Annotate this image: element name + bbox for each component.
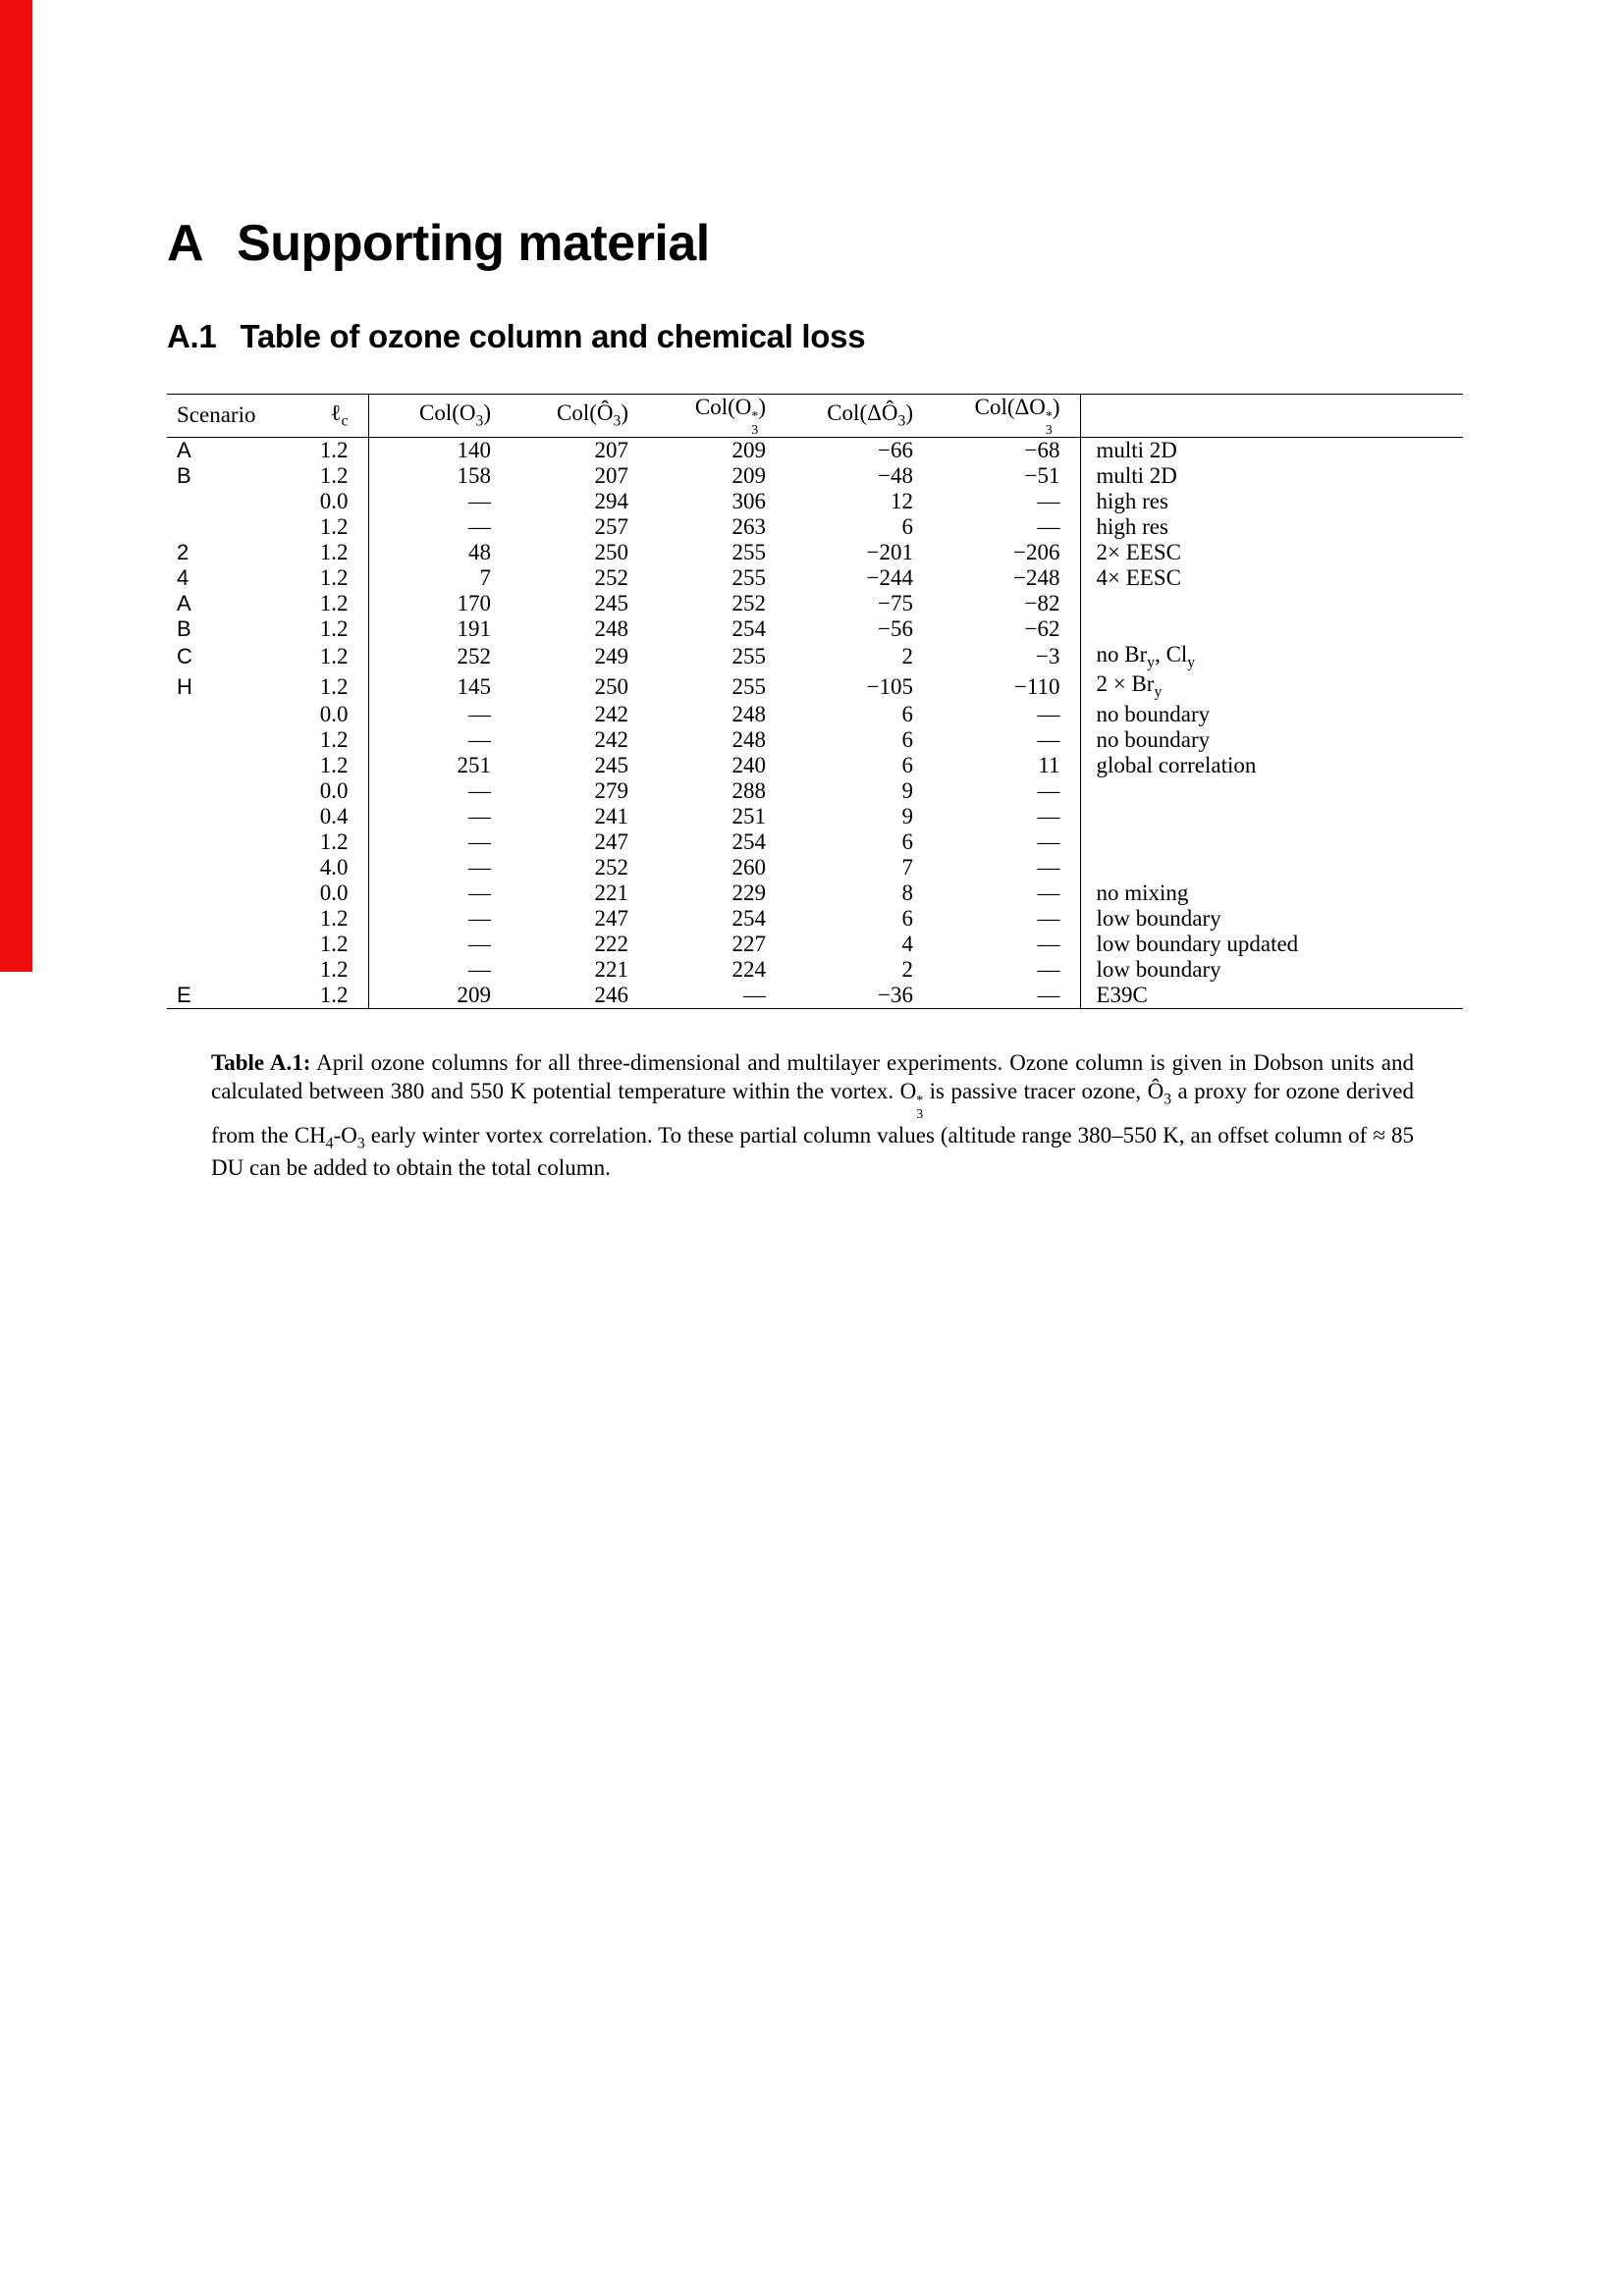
table-cell: high res — [1096, 488, 1168, 513]
table-row — [167, 642, 1463, 672]
table-cell: 227 — [731, 931, 766, 956]
table-cell: 252 — [594, 564, 628, 590]
table-row — [167, 727, 1463, 753]
table-cell: −62 — [933, 616, 1080, 642]
column-header: Scenario — [177, 402, 256, 428]
table-row — [167, 437, 1463, 463]
table-cell: — — [933, 932, 1080, 957]
table-cell: low boundary — [1096, 905, 1221, 931]
table-cell: 241 — [594, 803, 628, 828]
table-cell: A — [177, 590, 191, 615]
table-cell: 4 — [901, 931, 913, 956]
column-header: $Col(O_3)$ — [419, 400, 491, 430]
table-row — [167, 932, 1463, 957]
table-cell: C — [177, 644, 192, 669]
table-cell: 191 — [457, 615, 491, 641]
table-cell: — — [933, 702, 1080, 727]
table-cell — [1080, 855, 1463, 881]
column-header: Col(O * 3 ) — [694, 395, 766, 437]
table-cell: 1.2 — [295, 906, 368, 932]
table-cell: 0.0 — [295, 489, 368, 514]
table-row — [167, 702, 1463, 727]
table-cell — [167, 702, 295, 727]
table-cell: 12 — [891, 488, 913, 513]
column-header: $Col(\Delta Ô_3)$ — [827, 400, 913, 430]
table-cell: H — [177, 673, 192, 699]
table-cell: — — [468, 931, 491, 956]
table-cell: B — [177, 615, 191, 641]
table-cell: — — [933, 727, 1080, 753]
table-cell: 1.2 — [295, 727, 368, 753]
table-cell: 4× EESC — [1096, 564, 1181, 590]
table-cell: 1.2 — [295, 463, 368, 489]
table-cell: 145 — [457, 673, 491, 699]
table-row — [167, 753, 1463, 778]
table-cell: high res — [1096, 513, 1168, 539]
table-cell: 7 — [479, 564, 491, 590]
table-cell — [1080, 829, 1463, 855]
table-cell: 1.2 — [295, 565, 368, 591]
table-cell: 2 — [177, 539, 189, 564]
table-cell: 288 — [731, 777, 766, 803]
caption-text: April ozone columns for all three-dimensional and multilayer experiments. Ozone column is given in Dobson units and calculated between 380 and 550 K potential temperature within the vortex. O * 3 is passive tracer ozone, $Ô_3$ a proxy for ozone derived from the $CH_4-O_3$ early winter vortex correlation. To these partial column values (altitude range 380–550 K, an offset column of ≈ 85 DU can be added to obtain the total column. — [211, 1049, 1415, 1181]
table-cell: — — [933, 881, 1080, 906]
table-cell: global correlation — [1096, 752, 1257, 777]
table-cell: −56 — [878, 615, 913, 641]
table-cell: 1.2 — [295, 616, 368, 642]
table-cell: — — [743, 982, 766, 1007]
ozone-column-table — [167, 394, 1463, 1009]
table-cell: no boundary — [1096, 726, 1211, 752]
table-cell: 209 — [731, 462, 766, 488]
table-cell: 6 — [901, 905, 913, 931]
table-cell: low boundary updated — [1096, 931, 1299, 956]
table-cell: −244 — [866, 564, 913, 590]
table-cell: 250 — [594, 673, 628, 699]
table-cell: −75 — [878, 590, 913, 615]
table-cell: 224 — [731, 956, 766, 982]
table-cell: −206 — [933, 540, 1080, 565]
table-cell: 1.2 — [295, 753, 368, 778]
table-cell: −248 — [933, 565, 1080, 591]
table-cell: 1.2 — [295, 437, 368, 463]
table-cell: −66 — [878, 437, 913, 462]
table-cell: 247 — [594, 905, 628, 931]
table-cell: 1.2 — [295, 514, 368, 540]
table-cell: 1.2 — [295, 642, 368, 672]
table-cell — [167, 829, 295, 855]
table-cell: — — [468, 777, 491, 803]
table-cell: 240 — [731, 752, 766, 777]
table-cell: $2 \times Br_y$ — [1096, 671, 1163, 701]
table-cell — [1080, 804, 1463, 829]
table-cell: 11 — [933, 753, 1080, 778]
table-cell: — — [933, 855, 1080, 881]
subsection-number: A.1 — [167, 318, 217, 354]
table-cell: 4 — [177, 564, 189, 590]
table-cell — [167, 906, 295, 932]
table-cell: 229 — [731, 880, 766, 905]
table-cell: 0.4 — [295, 804, 368, 829]
table-cell: −51 — [933, 463, 1080, 489]
table-cell — [167, 855, 295, 881]
table-cell: 260 — [731, 854, 766, 880]
table-cell: — — [468, 701, 491, 726]
table-cell: — — [933, 906, 1080, 932]
table-cell: 4.0 — [295, 855, 368, 881]
column-header: ℓ$_c$ — [295, 395, 368, 438]
table-cell — [1080, 778, 1463, 804]
table-cell: multi 2D — [1096, 437, 1177, 462]
table-cell: 158 — [457, 462, 491, 488]
table-cell: 2× EESC — [1096, 539, 1181, 564]
table-row — [167, 778, 1463, 804]
table-cell: 249 — [594, 644, 628, 669]
subsection-heading — [167, 320, 1473, 352]
table-cell: 221 — [594, 880, 628, 905]
table-cell — [167, 932, 295, 957]
table-cell: 209 — [457, 982, 491, 1007]
table-cell: 255 — [731, 673, 766, 699]
section-title: Supporting material — [237, 215, 710, 272]
table-cell — [167, 489, 295, 514]
table-cell: 255 — [731, 564, 766, 590]
table-cell: 306 — [731, 488, 766, 513]
table-cell: 6 — [901, 752, 913, 777]
table-cell: E — [177, 982, 191, 1007]
section-heading — [167, 215, 1473, 272]
table-cell: 170 — [457, 590, 491, 615]
table-cell: 279 — [594, 777, 628, 803]
table-cell: 0.0 — [295, 778, 368, 804]
table-cell: 251 — [457, 752, 491, 777]
table-cell: — — [468, 513, 491, 539]
table-row — [167, 463, 1463, 489]
table-cell: — — [468, 726, 491, 752]
table-cell — [167, 881, 295, 906]
table-cell: — — [933, 778, 1080, 804]
table-cell: low boundary — [1096, 956, 1221, 982]
table-cell: 263 — [731, 513, 766, 539]
table-cell: 247 — [594, 828, 628, 854]
table-row — [167, 957, 1463, 983]
table-cell: −201 — [866, 539, 913, 564]
table-cell: 221 — [594, 956, 628, 982]
column-header: Col(ΔO * 3 ) — [933, 395, 1080, 438]
table-body — [167, 437, 1463, 1008]
table-cell: — — [468, 956, 491, 982]
table-cell: 242 — [594, 701, 628, 726]
table-cell: 9 — [901, 777, 913, 803]
table-cell: 250 — [594, 539, 628, 564]
table-cell: 0.0 — [295, 702, 368, 727]
table-cell: −105 — [866, 673, 913, 699]
table-cell: — — [468, 803, 491, 828]
table-cell: 1.2 — [295, 957, 368, 983]
table-cell: 140 — [457, 437, 491, 462]
table-row — [167, 591, 1463, 616]
table-cell: 48 — [468, 539, 491, 564]
table-cell: — — [468, 488, 491, 513]
table-row — [167, 855, 1463, 881]
table-cell: 252 — [594, 854, 628, 880]
table-cell: 0.0 — [295, 881, 368, 906]
column-header: $Col(Ô_3)$ — [557, 400, 628, 430]
table-cell: E39C — [1096, 982, 1148, 1007]
table-cell: 6 — [901, 513, 913, 539]
table-row — [167, 829, 1463, 855]
change-bar — [0, 0, 32, 972]
table-row — [167, 804, 1463, 829]
table-row — [167, 983, 1463, 1009]
table-cell — [167, 727, 295, 753]
table-cell: −3 — [933, 642, 1080, 672]
table-cell: 246 — [594, 982, 628, 1007]
table-cell: no $Br_y$, $Cl_y$ — [1096, 641, 1196, 671]
table-cell: 1.2 — [295, 591, 368, 616]
table-cell: 2 — [901, 956, 913, 982]
table-cell: 8 — [901, 880, 913, 905]
table-row — [167, 906, 1463, 932]
column-header — [1080, 395, 1463, 438]
table-cell — [167, 778, 295, 804]
table-cell: 294 — [594, 488, 628, 513]
table-row — [167, 489, 1463, 514]
table-cell: — — [933, 514, 1080, 540]
page-content — [167, 215, 1473, 1183]
table-cell: 7 — [901, 854, 913, 880]
table-cell: 248 — [594, 615, 628, 641]
table-row — [167, 565, 1463, 591]
table-cell: — — [933, 804, 1080, 829]
section-number: A — [167, 215, 204, 272]
table-row — [167, 616, 1463, 642]
table-cell — [167, 753, 295, 778]
table-cell: — — [933, 957, 1080, 983]
table-cell: — — [468, 905, 491, 931]
table-cell — [167, 957, 295, 983]
table-cell: 6 — [901, 701, 913, 726]
table-caption — [211, 1048, 1414, 1183]
table-cell: 222 — [594, 931, 628, 956]
table-cell: — — [468, 880, 491, 905]
table-cell: 254 — [731, 828, 766, 854]
caption-label: Table A.1: — [211, 1049, 311, 1075]
table-cell: 6 — [901, 726, 913, 752]
table-cell: 248 — [731, 726, 766, 752]
table-row — [167, 671, 1463, 702]
table-cell: 1.2 — [295, 983, 368, 1009]
table-cell: −82 — [933, 591, 1080, 616]
table-cell: −68 — [933, 437, 1080, 463]
table-cell: −48 — [878, 462, 913, 488]
table-cell: 207 — [594, 437, 628, 462]
table-cell: — — [933, 489, 1080, 514]
table-cell: A — [177, 437, 191, 462]
table-cell — [1080, 616, 1463, 642]
table-cell: 248 — [731, 701, 766, 726]
table-cell: 252 — [731, 590, 766, 615]
table-cell: 2 — [901, 644, 913, 669]
table-cell: 257 — [594, 513, 628, 539]
table-cell: 6 — [901, 828, 913, 854]
table-cell: 207 — [594, 462, 628, 488]
table-cell: no mixing — [1096, 880, 1189, 905]
table-cell: 252 — [457, 644, 491, 669]
table-cell: — — [468, 828, 491, 854]
table-cell: 1.2 — [295, 932, 368, 957]
table-cell — [167, 514, 295, 540]
table-cell: — — [933, 983, 1080, 1009]
table-cell — [1080, 591, 1463, 616]
table-row — [167, 540, 1463, 565]
table-cell: 245 — [594, 752, 628, 777]
table-cell: — — [468, 854, 491, 880]
table-cell: multi 2D — [1096, 462, 1177, 488]
table-cell: 254 — [731, 615, 766, 641]
table-row — [167, 881, 1463, 906]
table-cell: no boundary — [1096, 701, 1211, 726]
table-cell: −36 — [878, 982, 913, 1007]
subsection-title: Table of ozone column and chemical loss — [240, 318, 866, 354]
table-cell: 1.2 — [295, 540, 368, 565]
table-cell: 255 — [731, 539, 766, 564]
table-cell: 1.2 — [295, 829, 368, 855]
table-cell: 242 — [594, 726, 628, 752]
table-header-row — [167, 395, 1463, 438]
table-cell: 9 — [901, 803, 913, 828]
table-cell: 254 — [731, 905, 766, 931]
table-cell: 209 — [731, 437, 766, 462]
table-cell: −110 — [933, 671, 1080, 702]
table-row — [167, 514, 1463, 540]
table-cell — [167, 804, 295, 829]
table-cell: 251 — [731, 803, 766, 828]
table-cell: 1.2 — [295, 671, 368, 702]
table-cell: 255 — [731, 644, 766, 669]
table-cell: — — [933, 829, 1080, 855]
table-cell: B — [177, 462, 191, 488]
table-cell: 245 — [594, 590, 628, 615]
